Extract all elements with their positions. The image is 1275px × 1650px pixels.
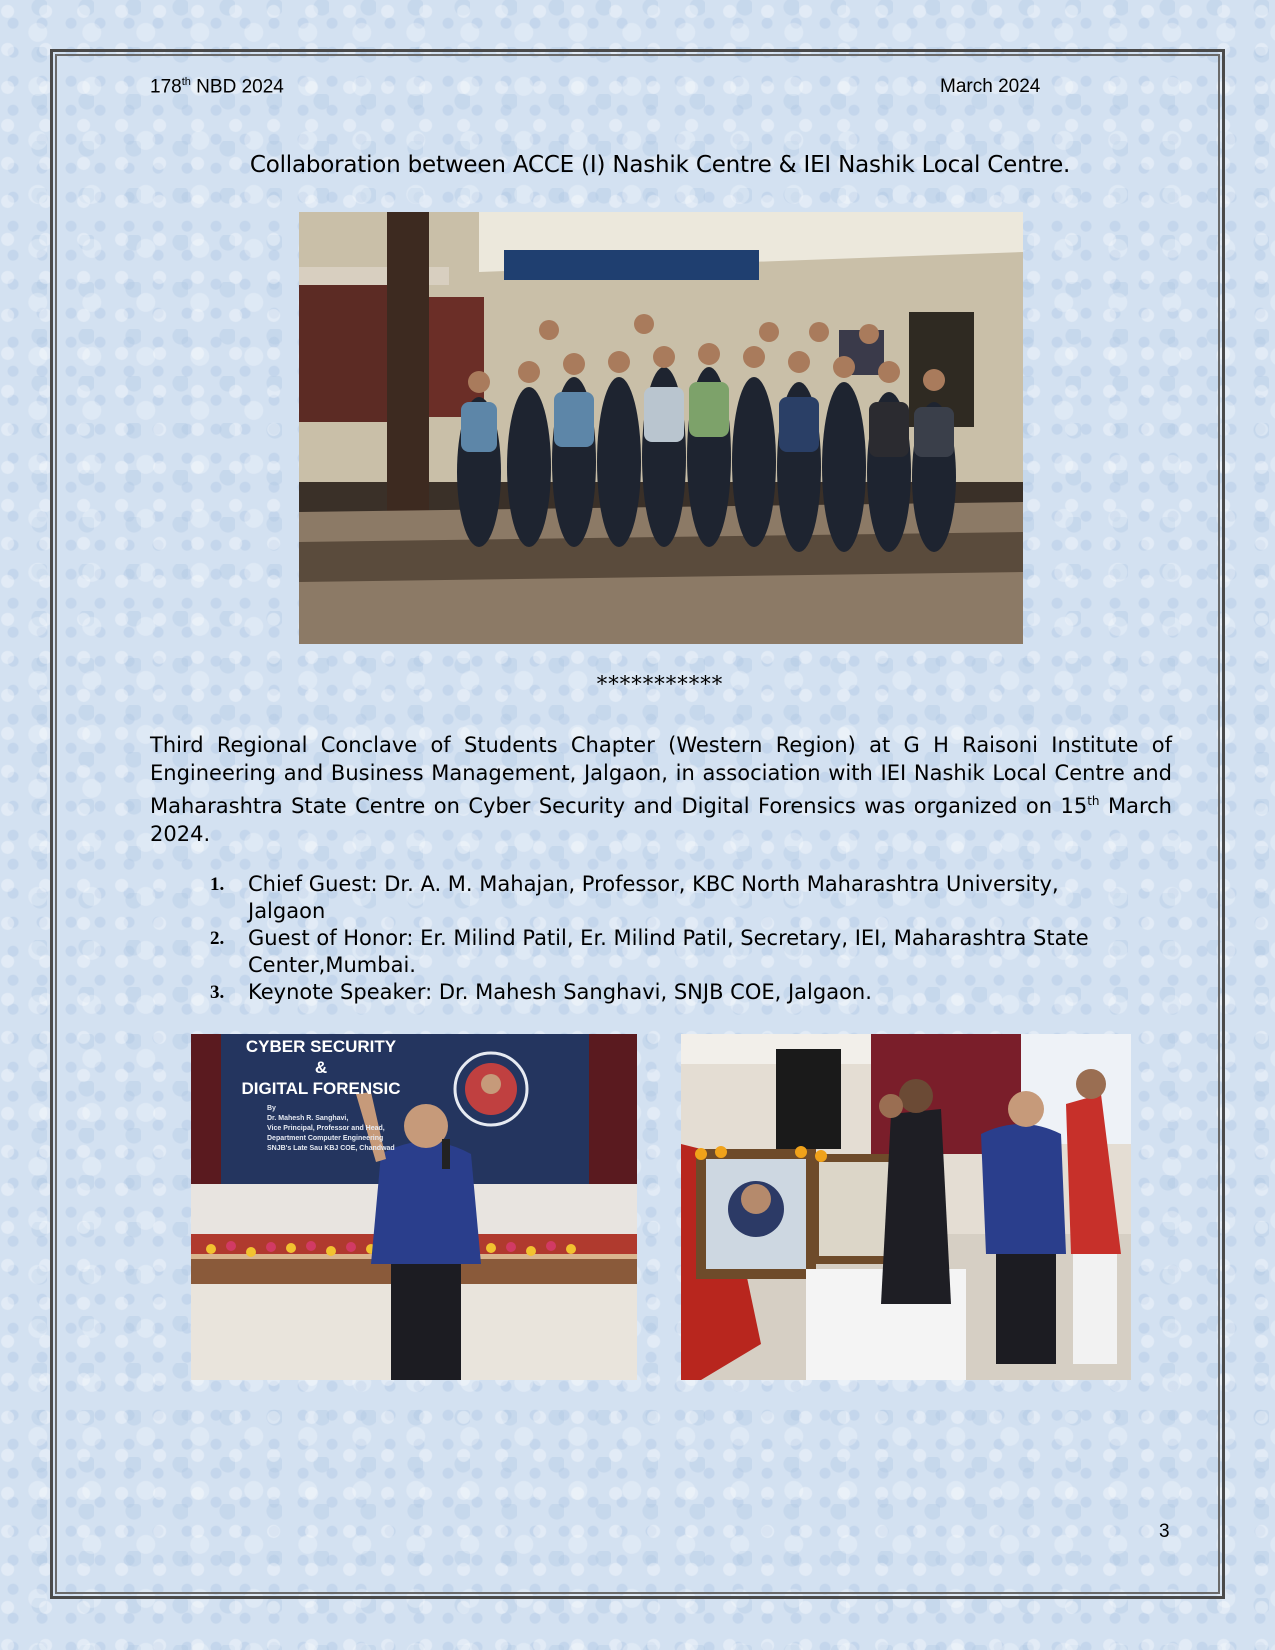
slide-role-1: Vice Principal, Professor and Head,	[267, 1125, 385, 1132]
slide-title-line1: CYBER SECURITY	[245, 1037, 397, 1056]
section-separator: ***********	[596, 672, 724, 696]
page-number: 3	[1159, 1521, 1170, 1542]
conclave-paragraph: Third Regional Conclave of Students Chapter (Western Region) at G H Raisoni Institute of Engineering and Business Management, Jalgaon, in association with IEI Nashik Local Centre and Maharashtra State Centre on Cyber Security and Digital Forensics was organized on 15th March 2024.	[150, 733, 1172, 846]
slide-speaker-name: Dr. Mahesh R. Sanghavi,	[267, 1115, 349, 1122]
list-item: 1. Chief Guest: Dr. A. M. Mahajan, Professor, KBC North Maharashtra University, Jalgaon	[210, 872, 1059, 923]
slide-institute: SNJB's Late Sau KBJ COE, Chandwad	[267, 1145, 395, 1152]
slide-title-line2: &	[314, 1058, 328, 1077]
header-issue: 178th NBD 2024	[150, 76, 284, 98]
guest-list	[210, 871, 1110, 1006]
slide-title-line3: DIGITAL FORENSIC	[241, 1079, 401, 1098]
slide-by: By	[267, 1105, 276, 1112]
list-item: 2. Guest of Honor: Er. Milind Patil, Er. Milind Patil, Secretary, IEI, Maharashtra State Center,Mumbai.	[210, 926, 1089, 977]
list-item: 3. Keynote Speaker: Dr. Mahesh Sanghavi, SNJB COE, Jalgaon.	[210, 980, 872, 1004]
header-date: March 2024	[940, 76, 1041, 97]
lamp-lighting-photo	[681, 1034, 1131, 1380]
group-photo	[299, 212, 1023, 644]
collaboration-title: Collaboration between ACCE (I) Nashik Centre & IEI Nashik Local Centre.	[249, 152, 1071, 178]
slide-role-2: Department Computer Engineering	[267, 1135, 384, 1142]
speaker-photo	[191, 1034, 637, 1380]
